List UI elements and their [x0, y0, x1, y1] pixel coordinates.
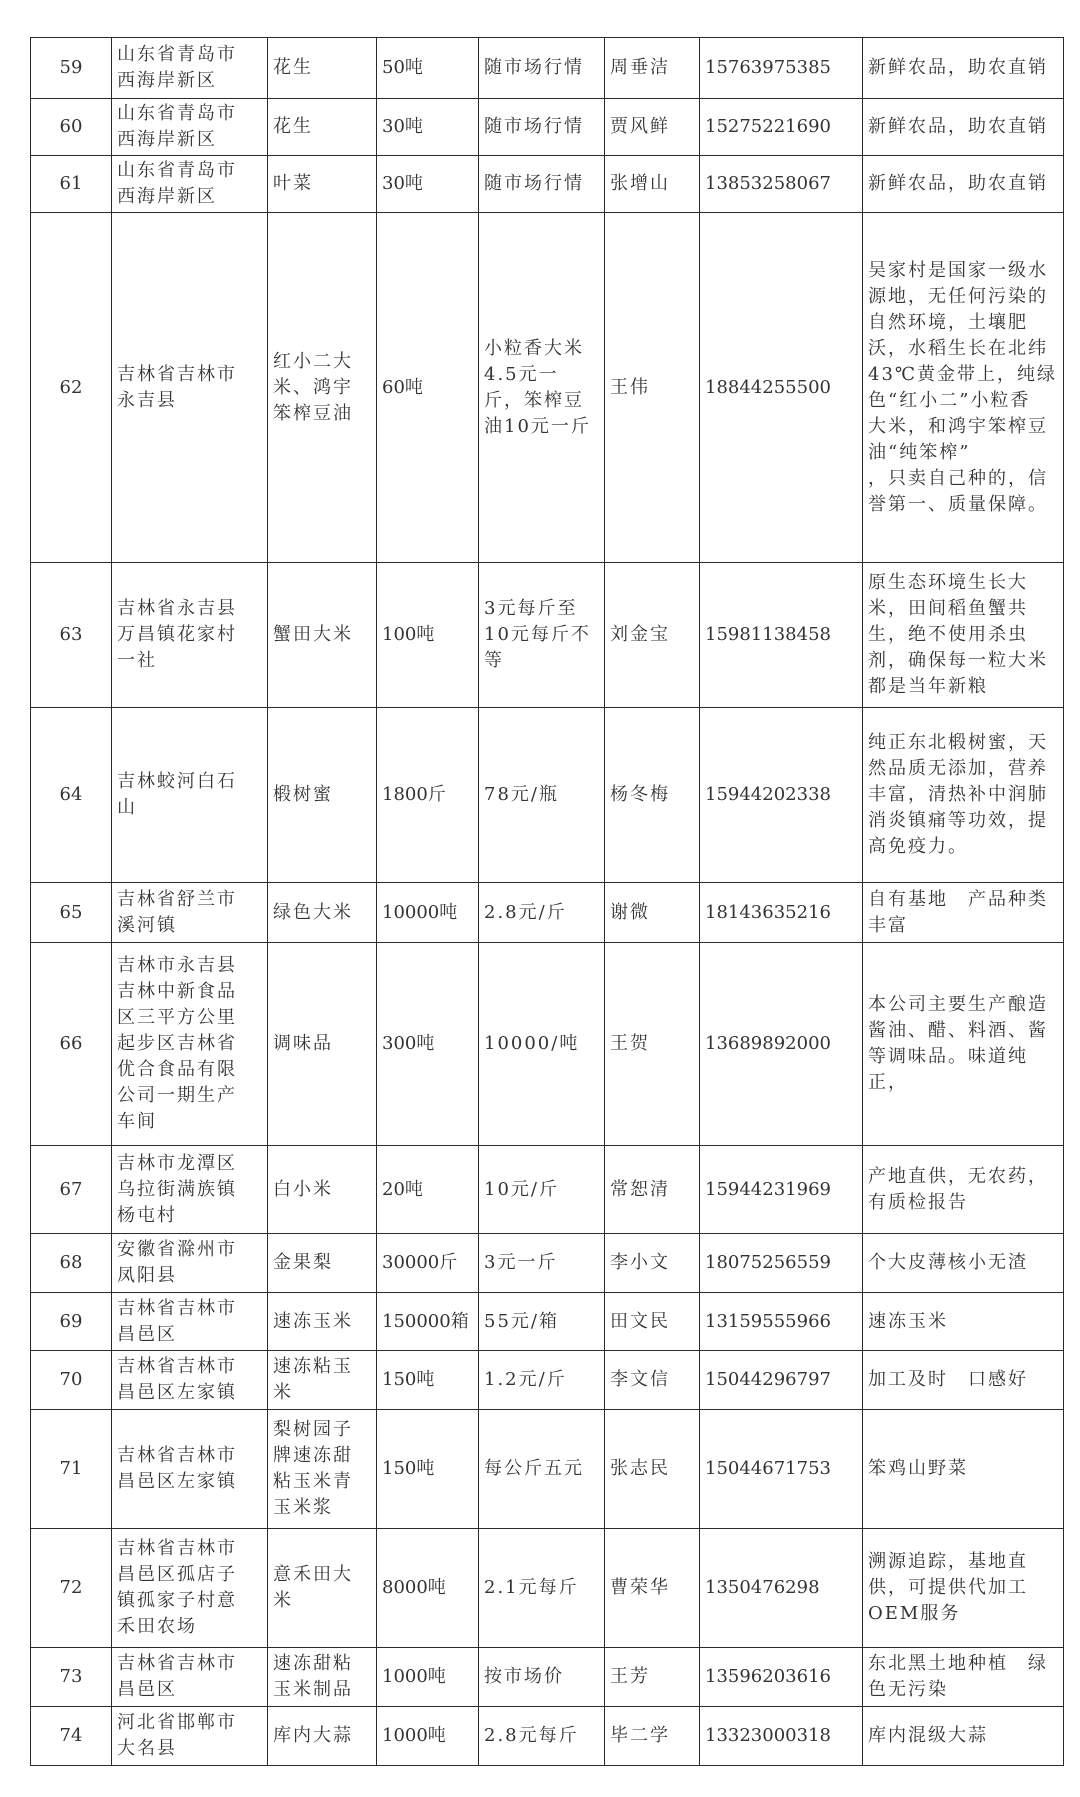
contact-cell: 王贺 — [605, 943, 700, 1146]
product-cell: 意禾田大 米 — [268, 1529, 377, 1648]
price-cell: 随市场行情 — [479, 38, 605, 99]
product-cell: 椴树蜜 — [268, 708, 377, 883]
table-row — [31, 1293, 1064, 1351]
price-cell: 每公斤五元 — [479, 1410, 605, 1529]
note-cell: 自有基地 产品种类 丰富 — [863, 883, 1064, 943]
table-row — [31, 1707, 1064, 1766]
quantity-cell: 30吨 — [377, 99, 479, 156]
contact-cell: 刘金宝 — [605, 563, 700, 708]
price-cell: 随市场行情 — [479, 156, 605, 213]
row-number: 62 — [31, 213, 112, 563]
contact-cell: 周垂洁 — [605, 38, 700, 99]
note-cell: 东北黑土地种植 绿 色无污染 — [863, 1648, 1064, 1707]
product-cell: 调味品 — [268, 943, 377, 1146]
price-cell: 2.8元每斤 — [479, 1707, 605, 1766]
note-cell: 本公司主要生产酿造 酱油、醋、料酒、酱 等调味品。味道纯 正， — [863, 943, 1064, 1146]
row-number: 63 — [31, 563, 112, 708]
quantity-cell: 60吨 — [377, 213, 479, 563]
product-cell: 红小二大 米、鸿宇 笨榨豆油 — [268, 213, 377, 563]
price-cell: 1.2元/斤 — [479, 1351, 605, 1410]
product-cell: 梨树园子 牌速冻甜 粘玉米青 玉米浆 — [268, 1410, 377, 1529]
contact-cell: 张增山 — [605, 156, 700, 213]
product-cell: 金果梨 — [268, 1234, 377, 1293]
contact-cell: 李文信 — [605, 1351, 700, 1410]
table-row — [31, 38, 1064, 99]
location-cell: 安徽省滁州市 凤阳县 — [112, 1234, 268, 1293]
product-cell: 蟹田大米 — [268, 563, 377, 708]
product-cell: 速冻玉米 — [268, 1293, 377, 1351]
phone-cell: 13853258067 — [700, 156, 863, 213]
location-cell: 吉林省吉林市 昌邑区左家镇 — [112, 1410, 268, 1529]
phone-cell: 15981138458 — [700, 563, 863, 708]
note-cell: 溯源追踪，基地直 供，可提供代加工 OEM服务 — [863, 1529, 1064, 1648]
location-cell: 吉林省吉林市 昌邑区 — [112, 1648, 268, 1707]
table-row — [31, 1529, 1064, 1648]
phone-cell: 15944231969 — [700, 1146, 863, 1234]
row-number: 72 — [31, 1529, 112, 1648]
location-cell: 吉林市永吉县 吉林中新食品 区三平方公里 起步区吉林省 优合食品有限 公司一期生产 车间 — [112, 943, 268, 1146]
row-number: 64 — [31, 708, 112, 883]
table-row — [31, 99, 1064, 156]
contact-cell: 毕二学 — [605, 1707, 700, 1766]
quantity-cell: 1000吨 — [377, 1648, 479, 1707]
phone-cell: 15944202338 — [700, 708, 863, 883]
price-cell: 55元/箱 — [479, 1293, 605, 1351]
row-number: 69 — [31, 1293, 112, 1351]
phone-cell: 18143635216 — [700, 883, 863, 943]
table-row — [31, 563, 1064, 708]
note-cell: 新鲜农品，助农直销 — [863, 38, 1064, 99]
price-cell: 2.8元/斤 — [479, 883, 605, 943]
location-cell: 吉林省永吉县 万昌镇花家村 一社 — [112, 563, 268, 708]
note-cell: 库内混级大蒜 — [863, 1707, 1064, 1766]
product-cell: 库内大蒜 — [268, 1707, 377, 1766]
table-row — [31, 1410, 1064, 1529]
product-cell: 花生 — [268, 38, 377, 99]
contact-cell: 常恕清 — [605, 1146, 700, 1234]
quantity-cell: 1800斤 — [377, 708, 479, 883]
row-number: 60 — [31, 99, 112, 156]
phone-cell: 13596203616 — [700, 1648, 863, 1707]
table-row — [31, 883, 1064, 943]
location-cell: 吉林省吉林市 昌邑区左家镇 — [112, 1351, 268, 1410]
contact-cell: 贾风鲜 — [605, 99, 700, 156]
location-cell: 吉林省吉林市 昌邑区孤店子 镇孤家子村意 禾田农场 — [112, 1529, 268, 1648]
product-cell: 速冻粘玉 米 — [268, 1351, 377, 1410]
quantity-cell: 8000吨 — [377, 1529, 479, 1648]
quantity-cell: 10000吨 — [377, 883, 479, 943]
table-row — [31, 156, 1064, 213]
quantity-cell: 1000吨 — [377, 1707, 479, 1766]
location-cell: 山东省青岛市 西海岸新区 — [112, 156, 268, 213]
phone-cell: 13323000318 — [700, 1707, 863, 1766]
note-cell: 新鲜农品，助农直销 — [863, 99, 1064, 156]
product-cell: 绿色大米 — [268, 883, 377, 943]
quantity-cell: 100吨 — [377, 563, 479, 708]
contact-cell: 李小文 — [605, 1234, 700, 1293]
phone-cell: 15275221690 — [700, 99, 863, 156]
location-cell: 山东省青岛市 西海岸新区 — [112, 99, 268, 156]
row-number: 67 — [31, 1146, 112, 1234]
note-cell: 笨鸡山野菜 — [863, 1410, 1064, 1529]
location-cell: 吉林省吉林市 永吉县 — [112, 213, 268, 563]
price-cell: 2.1元每斤 — [479, 1529, 605, 1648]
quantity-cell: 30000斤 — [377, 1234, 479, 1293]
row-number: 71 — [31, 1410, 112, 1529]
contact-cell: 张志民 — [605, 1410, 700, 1529]
contact-cell: 杨冬梅 — [605, 708, 700, 883]
price-cell: 78元/瓶 — [479, 708, 605, 883]
row-number: 65 — [31, 883, 112, 943]
quantity-cell: 30吨 — [377, 156, 479, 213]
table-row — [31, 1351, 1064, 1410]
contact-cell: 王伟 — [605, 213, 700, 563]
location-cell: 吉林市龙潭区 乌拉街满族镇 杨屯村 — [112, 1146, 268, 1234]
contact-cell: 王芳 — [605, 1648, 700, 1707]
product-cell: 叶菜 — [268, 156, 377, 213]
phone-cell: 18075256559 — [700, 1234, 863, 1293]
phone-cell: 18844255500 — [700, 213, 863, 563]
location-cell: 山东省青岛市 西海岸新区 — [112, 38, 268, 99]
note-cell: 个大皮薄核小无渣 — [863, 1234, 1064, 1293]
row-number: 68 — [31, 1234, 112, 1293]
quantity-cell: 150吨 — [377, 1351, 479, 1410]
product-cell: 花生 — [268, 99, 377, 156]
phone-cell: 13159555966 — [700, 1293, 863, 1351]
price-cell: 3元一斤 — [479, 1234, 605, 1293]
table-row — [31, 1146, 1064, 1234]
table-row — [31, 943, 1064, 1146]
price-cell: 按市场价 — [479, 1648, 605, 1707]
table-row — [31, 708, 1064, 883]
quantity-cell: 150000箱 — [377, 1293, 479, 1351]
supply-table — [30, 37, 1064, 1766]
table-row — [31, 1648, 1064, 1707]
contact-cell: 曹荣华 — [605, 1529, 700, 1648]
note-cell: 原生态环境生长大 米，田间稻鱼蟹共 生，绝不使用杀虫 剂，确保每一粒大米 都是当年新粮 — [863, 563, 1064, 708]
phone-cell: 1350476298 — [700, 1529, 863, 1648]
quantity-cell: 300吨 — [377, 943, 479, 1146]
note-cell: 产地直供，无农药， 有质检报告 — [863, 1146, 1064, 1234]
price-cell: 小粒香大米 4.5元一 斤，笨榨豆 油10元一斤 — [479, 213, 605, 563]
contact-cell: 田文民 — [605, 1293, 700, 1351]
location-cell: 吉林省舒兰市 溪河镇 — [112, 883, 268, 943]
phone-cell: 13689892000 — [700, 943, 863, 1146]
row-number: 74 — [31, 1707, 112, 1766]
row-number: 70 — [31, 1351, 112, 1410]
row-number: 73 — [31, 1648, 112, 1707]
note-cell: 吴家村是国家一级水 源地，无任何污染的 自然环境，土壤肥 沃，水稻生长在北纬 43℃黄金带上，纯绿 色“红小二”小粒香 大米，和鸿宇笨榨豆 油“纯笨榨” ，只卖自己种的，信 誉第一、质量保障。 — [863, 213, 1064, 563]
note-cell: 新鲜农品，助农直销 — [863, 156, 1064, 213]
price-cell: 3元每斤至 10元每斤不 等 — [479, 563, 605, 708]
note-cell: 纯正东北椴树蜜，天 然品质无添加，营养 丰富，清热补中润肺 消炎镇痛等功效，提 高免疫力。 — [863, 708, 1064, 883]
contact-cell: 谢微 — [605, 883, 700, 943]
phone-cell: 15044671753 — [700, 1410, 863, 1529]
quantity-cell: 150吨 — [377, 1410, 479, 1529]
price-cell: 10000/吨 — [479, 943, 605, 1146]
table-row — [31, 213, 1064, 563]
price-cell: 随市场行情 — [479, 99, 605, 156]
row-number: 59 — [31, 38, 112, 99]
quantity-cell: 20吨 — [377, 1146, 479, 1234]
table-row — [31, 1234, 1064, 1293]
location-cell: 吉林蛟河白石 山 — [112, 708, 268, 883]
price-cell: 10元/斤 — [479, 1146, 605, 1234]
location-cell: 河北省邯郸市 大名县 — [112, 1707, 268, 1766]
row-number: 61 — [31, 156, 112, 213]
product-cell: 速冻甜粘 玉米制品 — [268, 1648, 377, 1707]
quantity-cell: 50吨 — [377, 38, 479, 99]
phone-cell: 15044296797 — [700, 1351, 863, 1410]
row-number: 66 — [31, 943, 112, 1146]
location-cell: 吉林省吉林市 昌邑区 — [112, 1293, 268, 1351]
phone-cell: 15763975385 — [700, 38, 863, 99]
product-cell: 白小米 — [268, 1146, 377, 1234]
note-cell: 速冻玉米 — [863, 1293, 1064, 1351]
note-cell: 加工及时 口感好 — [863, 1351, 1064, 1410]
